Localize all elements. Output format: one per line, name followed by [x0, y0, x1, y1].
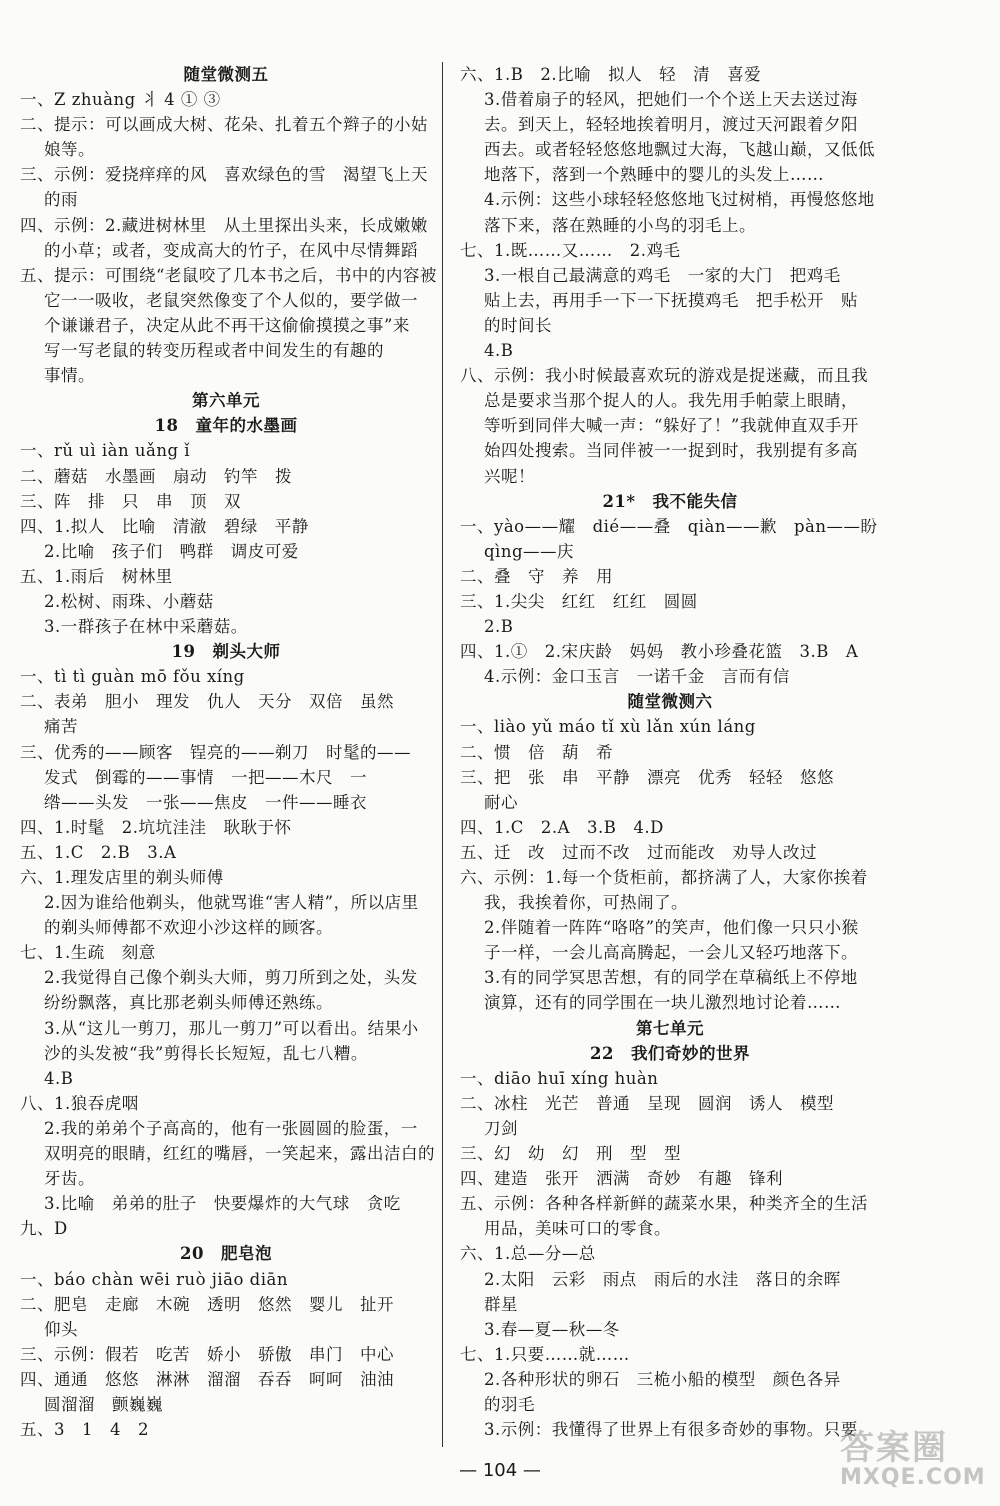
answer-line: 四、示例：2.藏进树林里 从土里探出头来，长成嫩嫩 — [20, 215, 428, 235]
answer-line: 三、优秀的——顾客 锃亮的——剃刀 时髦的—— — [20, 742, 411, 762]
answer-line: 三、示例：假若 吃苦 娇小 骄傲 串门 中心 — [20, 1344, 394, 1364]
answer-line: 刀剑 — [484, 1118, 518, 1138]
answer-line: 西去。或者轻轻悠悠地飘过大海，飞越山巅，又低低 — [484, 140, 875, 160]
answer-line: 3.有的同学冥思苦想，有的同学在草稿纸上不停地 — [484, 968, 858, 988]
answer-line: 2.我的弟弟个子高高的，他有一张圆圆的脸蛋，一 — [44, 1118, 418, 1138]
answer-line: 2.伴随着一阵阵“咯咯”的笑声，他们像一只只小猴 — [484, 918, 859, 938]
answer-line: 九、D — [20, 1219, 68, 1239]
section-heading: 19 剃头大师 — [171, 642, 281, 662]
answer-line: 4.B — [484, 341, 514, 361]
answer-line: 八、1.狼吞虎咽 — [20, 1093, 139, 1113]
answer-line: 六、1.B 2.比喻 拟人 轻 清 喜爱 — [460, 65, 762, 84]
answer-line: 2.我觉得自己像个剃头大师，剪刀所到之处，头发 — [44, 968, 418, 988]
answer-line: 二、冰柱 光芒 普通 呈现 圆润 诱人 模型 — [460, 1093, 834, 1113]
answer-line: 八、示例：我小时候最喜欢玩的游戏是捉迷藏，而且我 — [460, 366, 868, 386]
answer-line: 五、3 1 4 2 — [20, 1420, 149, 1440]
answer-line: 六、示例：1.每一个货柜前，都挤满了人，大家你挨着 — [460, 868, 868, 887]
answer-line: 四、通通 悠悠 淋淋 溜溜 吞吞 呵呵 油油 — [20, 1369, 394, 1389]
answer-line: 3.示例：我懂得了世界上有很多奇妙的事物。只要 — [484, 1420, 858, 1440]
answer-line: 五、1.雨后 树林里 — [20, 566, 173, 586]
answer-line: 我，我挨着你，可热闹了。 — [484, 893, 688, 913]
answer-line: 一、tì tì guàn mō fǒu xíng — [20, 667, 245, 687]
answer-line: 2.因为谁给他剃头，他就骂谁“害人精”，所以店里 — [44, 893, 419, 913]
answer-line: 娘等。 — [44, 140, 95, 160]
answer-line: 的小草；或者，变成高大的竹子，在风中尽情舞蹈 — [44, 240, 418, 260]
answer-line: 3.春—夏—秋—冬 — [484, 1319, 620, 1339]
answer-line: 群星 — [484, 1294, 518, 1314]
answer-line: 二、肥皂 走廊 木碗 透明 悠然 婴儿 扯开 — [20, 1294, 394, 1314]
answer-line: 写一写老鼠的转变历程或者中间发生的有趣的 — [44, 341, 384, 361]
answer-line: 子一样，一会儿高高腾起，一会儿又轻巧地落下。 — [484, 943, 858, 963]
answer-line: 落下来，落在熟睡的小鸟的羽毛上。 — [484, 215, 756, 235]
column-divider — [442, 62, 443, 1447]
answer-line: 4.B — [44, 1068, 74, 1088]
answer-line: 始四处搜索。当同伴被一一捉到时，我别提有多高 — [484, 441, 858, 461]
answer-line: 发式 倒霉的——事情 一把——木尺 一 — [44, 767, 367, 787]
answer-line: 四、建造 张开 洒满 奇妙 有趣 锋利 — [460, 1169, 783, 1189]
answer-line: 一、liào yǔ máo tǐ xù lǎn xún láng — [460, 717, 756, 737]
answer-line: 七、1.既……又…… 2.鸡毛 — [460, 240, 681, 260]
answer-line: 贴上去，再用手一下一下抚摸鸡毛 把手松开 贴 — [484, 290, 858, 310]
page-number: — 104 — — [459, 1460, 541, 1481]
answer-line: 三、阵 排 只 串 顶 双 — [20, 491, 241, 511]
answer-line: 3.一根自己最满意的鸡毛 一家的大门 把鸡毛 — [484, 265, 841, 285]
section-heading: 第六单元 — [192, 391, 260, 411]
right-column — [460, 62, 880, 1442]
answer-line: 一、yào——耀 dié——叠 qiàn——歉 pàn——盼 — [460, 516, 878, 536]
answer-line: 五、1.C 2.B 3.A — [20, 842, 177, 862]
answer-line: 仰头 — [44, 1319, 78, 1339]
section-heading: 20 肥皂泡 — [180, 1244, 272, 1264]
section-heading: 21* 我不能失信 — [602, 491, 738, 511]
answer-line: 3.从“这儿一剪刀，那儿一剪刀”可以看出。结果小 — [44, 1018, 419, 1038]
section-heading: 第七单元 — [636, 1018, 704, 1038]
answer-line: 三、1.尖尖 红红 红红 圆圆 — [460, 591, 698, 611]
answer-line: 它一一吸收，老鼠突然像变了个人似的，要学做一 — [44, 290, 418, 310]
answer-line: 2.B — [484, 617, 514, 637]
section-heading: 随堂微测六 — [627, 692, 713, 712]
answer-line: 个谦谦君子，决定从此不再干这偷偷摸摸之事”来 — [44, 315, 410, 335]
answer-line: 的时间长 — [484, 315, 552, 335]
answer-line: 双明亮的眼睛，红红的嘴唇，一笑起来，露出洁白的 — [44, 1144, 435, 1164]
answer-line: 四、1.C 2.A 3.B 4.D — [460, 817, 664, 837]
answer-line: 四、1.拟人 比喻 清澈 碧绿 平静 — [20, 516, 309, 536]
answer-line: 3.一群孩子在林中采蘑菇。 — [44, 617, 248, 637]
answer-line: 圆溜溜 颤巍巍 — [44, 1394, 163, 1414]
answer-line: 一、Z zhuàng 丬 4 ① ③ — [20, 90, 221, 110]
answer-line: 七、1.只要……就…… — [460, 1344, 630, 1364]
answer-line: 一、báo chàn wēi ruò jiāo diān — [20, 1269, 288, 1289]
answer-line: qìng——庆 — [484, 541, 575, 561]
section-heading: 随堂微测五 — [183, 65, 269, 84]
answer-line: 2.各种形状的卵石 三桅小船的模型 颜色各异 — [484, 1369, 841, 1389]
answer-line: 四、1.时髦 2.坑坑洼洼 耿耿于怀 — [20, 817, 292, 837]
answer-line: 六、1.理发店里的剃头师傅 — [20, 868, 224, 887]
answer-line: 用品，美味可口的零食。 — [484, 1219, 671, 1239]
answer-line: 六、1.总—分—总 — [460, 1244, 596, 1264]
answer-line: 痛苦 — [44, 717, 78, 737]
answer-line: 4.示例：这些小球轻轻悠悠地飞过树梢，再慢悠悠地 — [484, 190, 875, 210]
answer-line: 事情。 — [44, 366, 95, 386]
answer-line: 演算，还有的同学围在一块儿激烈地讨论着…… — [484, 993, 841, 1013]
answer-line: 的剃头师傅都不欢迎小沙这样的顾客。 — [44, 918, 333, 938]
answer-line: 耐心 — [484, 792, 518, 812]
answer-line: 一、rǔ uì iàn uǎng ǐ — [20, 441, 191, 461]
answer-line: 的雨 — [44, 190, 78, 210]
answer-line: 二、提示：可以画成大树、花朵、扎着五个辫子的小姑 — [20, 115, 428, 135]
answer-line: 五、示例：各种各样新鲜的蔬菜水果，种类齐全的生活 — [460, 1194, 868, 1214]
watermark-url: MXQE.COM — [840, 1465, 986, 1490]
answer-line: 七、1.生疏 刻意 — [20, 943, 156, 963]
answer-line: 五、提示：可围绕“老鼠咬了几本书之后，书中的内容被 — [20, 265, 437, 285]
answer-line: 2.太阳 云彩 雨点 雨后的水洼 落日的余晖 — [484, 1269, 841, 1289]
answer-line: 二、表弟 胆小 理发 仇人 天分 双倍 虽然 — [20, 692, 394, 712]
section-heading: 18 童年的水墨画 — [154, 416, 298, 436]
answer-line: 二、蘑菇 水墨画 扇动 钓竿 拨 — [20, 466, 292, 486]
answer-line: 的羽毛 — [484, 1394, 535, 1414]
answer-line: 2.松树、雨珠、小蘑菇 — [44, 591, 214, 611]
answer-line: 三、示例：爱挠痒痒的风 喜欢绿色的雪 渴望飞上天 — [20, 165, 428, 185]
section-heading: 22 我们奇妙的世界 — [590, 1043, 750, 1063]
answer-line: 三、幻 幼 幻 刑 型 型 — [460, 1144, 681, 1164]
answer-line: 总是要求当那个捉人的人。我先用手帕蒙上眼睛， — [484, 391, 858, 411]
answer-line: 地落下，落到一个熟睡中的婴儿的头发上…… — [484, 165, 824, 185]
answer-line: 五、迁 改 过而不改 过而能改 劝导人改过 — [460, 842, 817, 862]
answer-line: 绺——头发 一张——焦皮 一件——睡衣 — [44, 792, 367, 812]
answer-line: 牙齿。 — [44, 1169, 95, 1189]
answer-line: 3.借着扇子的轻风，把她们一个个送上天去送过海 — [484, 90, 858, 110]
answer-line: 二、惯 倍 葫 希 — [460, 742, 613, 762]
answer-line: 沙的头发被“我”剪得长长短短，乱七八糟。 — [44, 1043, 368, 1063]
answer-line: 3.比喻 弟弟的肚子 快要爆炸的大气球 贪吃 — [44, 1194, 401, 1214]
watermark-text: 答案圈 — [840, 1428, 948, 1468]
answer-line: 纷纷飘落，真比那老剃头师傅还熟练。 — [44, 993, 333, 1013]
answer-line: 二、叠 守 养 用 — [460, 566, 613, 586]
answer-line: 等听到同伴大喊一声：“躲好了！”我就伸直双手开 — [484, 416, 859, 436]
answer-line: 4.示例：金口玉言 一诺千金 言而有信 — [484, 667, 790, 687]
answer-line: 三、把 张 串 平静 漂亮 优秀 轻轻 悠悠 — [460, 767, 834, 787]
watermark-logo — [840, 1420, 990, 1500]
answer-line: 兴呢！ — [484, 466, 535, 486]
left-column — [20, 62, 437, 1442]
answer-line: 去。到天上，轻轻地挨着明月，渡过天河跟着夕阳 — [484, 115, 858, 135]
answer-line: 2.比喻 孩子们 鸭群 调皮可爱 — [44, 541, 299, 561]
answer-line: 一、diāo huī xíng huàn — [460, 1068, 659, 1088]
answer-line: 四、1.① 2.宋庆龄 妈妈 教小珍叠花篮 3.B A — [460, 642, 859, 662]
